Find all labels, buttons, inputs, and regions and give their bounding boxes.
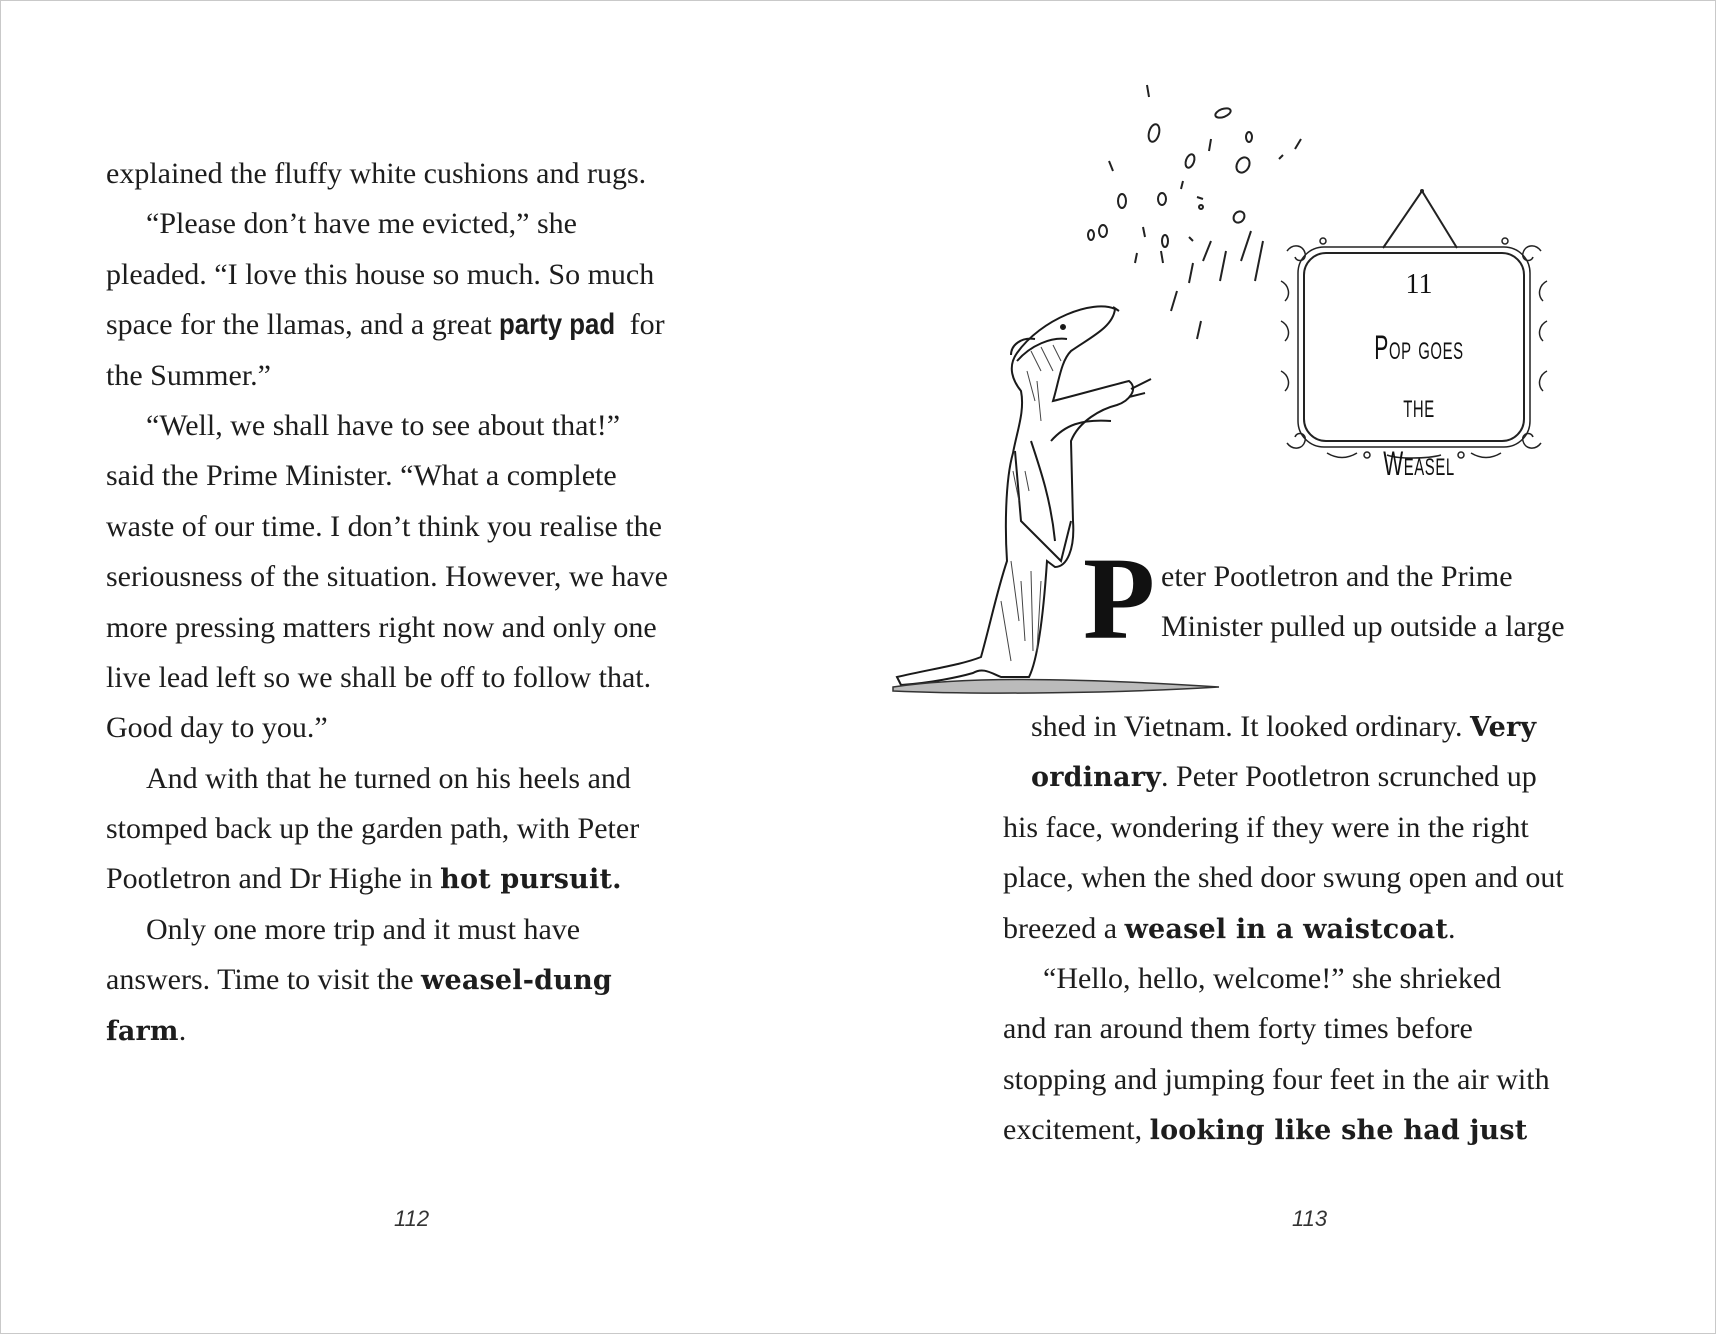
emphasis-very: Very [1469,712,1537,743]
right-page-text-top [1161,552,1565,653]
text-line: the Summer.” [106,358,271,392]
text-line: waste of our time. I don’t think you realise the [106,509,662,543]
confetti-particles [1088,85,1301,339]
text-line: Only one more trip and it must have [146,912,581,946]
text-line: place, when the shed door swung open and out [1003,861,1564,895]
emphasis-weasel-dung: weasel-dung [421,965,612,997]
text-line: shed in Vietnam. It looked ordinary. Very [1031,710,1537,743]
text-line: pleaded. “I love this house so much. So much [106,257,655,291]
chapter-title [1358,319,1480,493]
text-line: seriousness of the situation. However, we have [106,560,668,594]
chapter-title-line1: Pop goes the [1374,329,1464,425]
frame-hanger [1383,191,1457,248]
text-line: his face, wondering if they were in the right [1003,810,1529,844]
text-line: excitement, looking like she had just [1003,1113,1528,1147]
text-line: Pootletron and Dr Highe in hot pursuit. [106,862,622,896]
text-line: breezed a weasel in a waistcoat. [1003,911,1456,945]
emphasis-hot-pursuit: hot pursuit. [440,864,622,896]
text-line: and ran around them forty times before [1003,1012,1473,1046]
text-line: space for the llamas, and a great party pad for [106,300,668,350]
text-line: “Please don’t have me evicted,” she [146,207,577,241]
text-line: farm. [106,1013,187,1047]
chapter-title-line2: Weasel [1383,445,1455,483]
right-page-text [1003,702,1564,1156]
text-line: Good day to you.” [106,711,328,745]
text-line: more pressing matters right now and only one [106,610,657,644]
chapter-number: 11 [1405,269,1433,300]
text-line: said the Prime Minister. “What a complete [106,459,617,493]
page-number-left: 112 [394,1206,430,1231]
text-line: eter Pootletron and the Prime [1161,560,1513,593]
text-line: Minister pulled up outside a large [1161,610,1565,644]
text-line: stopping and jumping four feet in the air with [1003,1062,1550,1096]
emphasis-farm: farm [106,1015,179,1047]
text-line: And with that he turned on his heels and [146,761,631,795]
text-line: answers. Time to visit the weasel-dung [106,963,612,997]
ground-shadow [893,680,1219,694]
text-line: “Well, we shall have to see about that!” [146,408,621,442]
text-line: stomped back up the garden path, with Peter [106,812,640,846]
emphasis-weasel-waistcoat: weasel in a waistcoat [1124,913,1448,945]
text-line: ordinary. Peter Pootletron scrunched up [1031,760,1537,794]
text-line: “Hello, hello, welcome!” she shrieked [1043,961,1502,995]
emphasis-party-pad: party pad [499,308,616,342]
emphasis-looking-like: looking like she had just [1149,1115,1528,1147]
text-line: live lead left so we shall be off to follow that. [106,660,652,694]
text-line: explained the fluffy white cushions and rugs. [106,157,647,190]
drop-cap: P [1083,533,1156,664]
page-number-right: 113 [1292,1206,1328,1231]
emphasis-ordinary: ordinary [1031,762,1162,794]
